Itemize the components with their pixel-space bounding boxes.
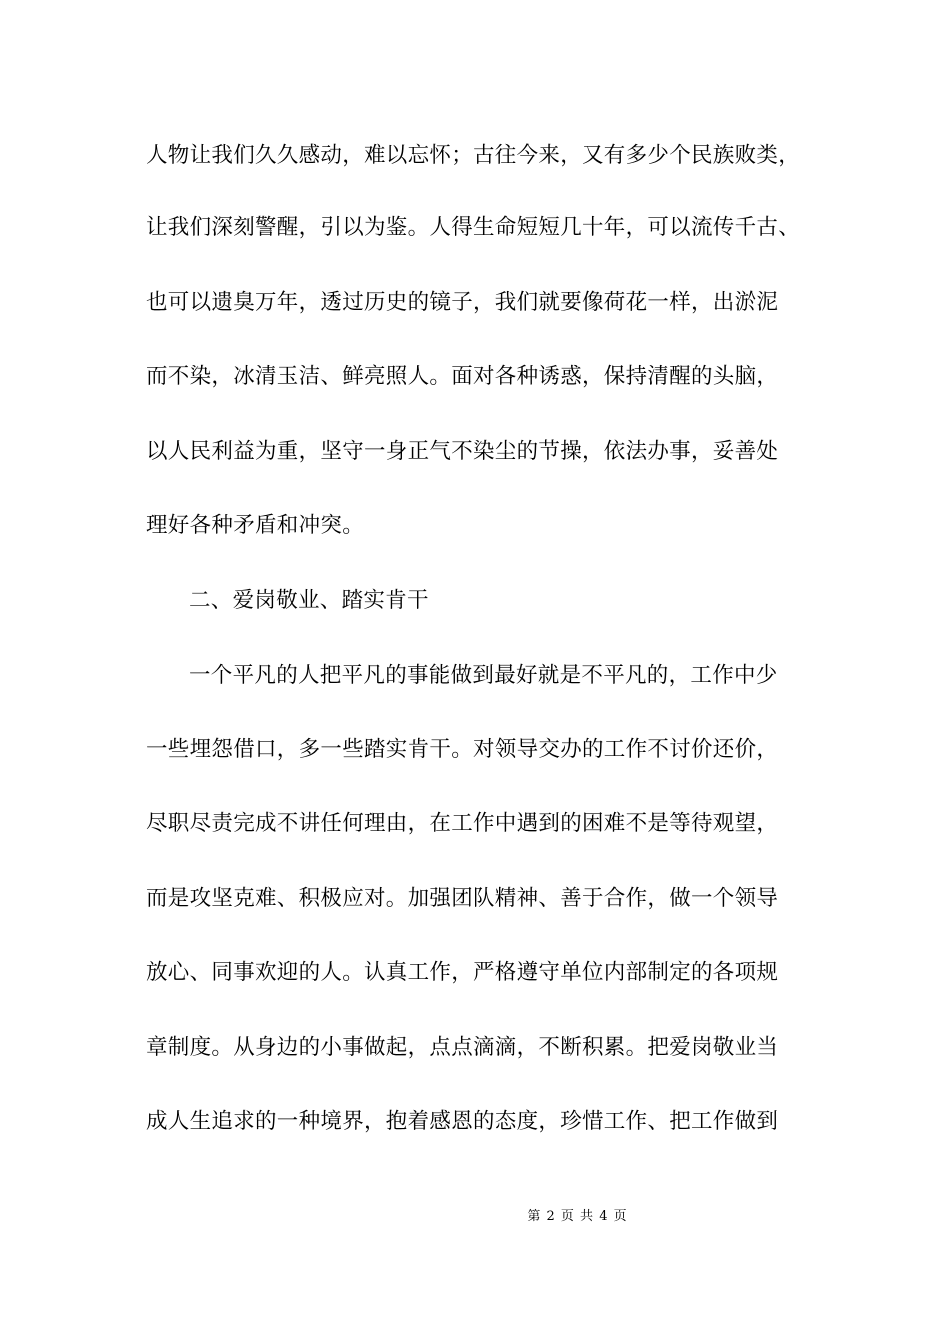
body-line-9: 一些埋怨借口，多一些踏实肯干。对领导交办的工作不讨价还价， [146,737,779,762]
body-line-11: 而是攻坚克难、积极应对。加强团队精神、善于合作，做一个领导 [146,886,779,911]
body-line-13: 章制度。从身边的小事做起，点点滴滴，不断积累。把爱岗敬业当 [146,1035,779,1060]
body-line-8: 一个平凡的人把平凡的事能做到最好就是不平凡的，工作中少 [189,663,778,688]
section-heading: 二、爱岗敬业、踏实肯干 [189,588,429,613]
body-line-4: 而不染，冰清玉洁、鲜亮照人。面对各种诱惑，保持清醒的头脑， [146,364,779,389]
body-line-10: 尽职尽责完成不讲任何理由，在工作中遇到的困难不是等待观望， [146,811,779,836]
page-number-footer: 第 2 页 共 4 页 [527,1209,628,1224]
body-line-14: 成人生追求的一种境界，抱着感恩的态度，珍惜工作、把工作做到 [146,1109,779,1134]
body-line-2: 让我们深刻警醒，引以为鉴。人得生命短短几十年，可以流传千古、 [146,215,801,240]
body-line-3: 也可以遗臭万年，透过历史的镜子，我们就要像荷花一样，出淤泥 [146,290,779,315]
body-line-12: 放心、同事欢迎的人。认真工作，严格遵守单位内部制定的各项规 [146,960,779,985]
body-line-6: 理好各种矛盾和冲突。 [146,513,365,538]
body-line-5: 以人民利益为重，坚守一身正气不染尘的节操，依法办事，妥善处 [146,439,779,464]
body-line-1: 人物让我们久久感动，难以忘怀；古往今来，又有多少个民族败类， [146,143,801,168]
